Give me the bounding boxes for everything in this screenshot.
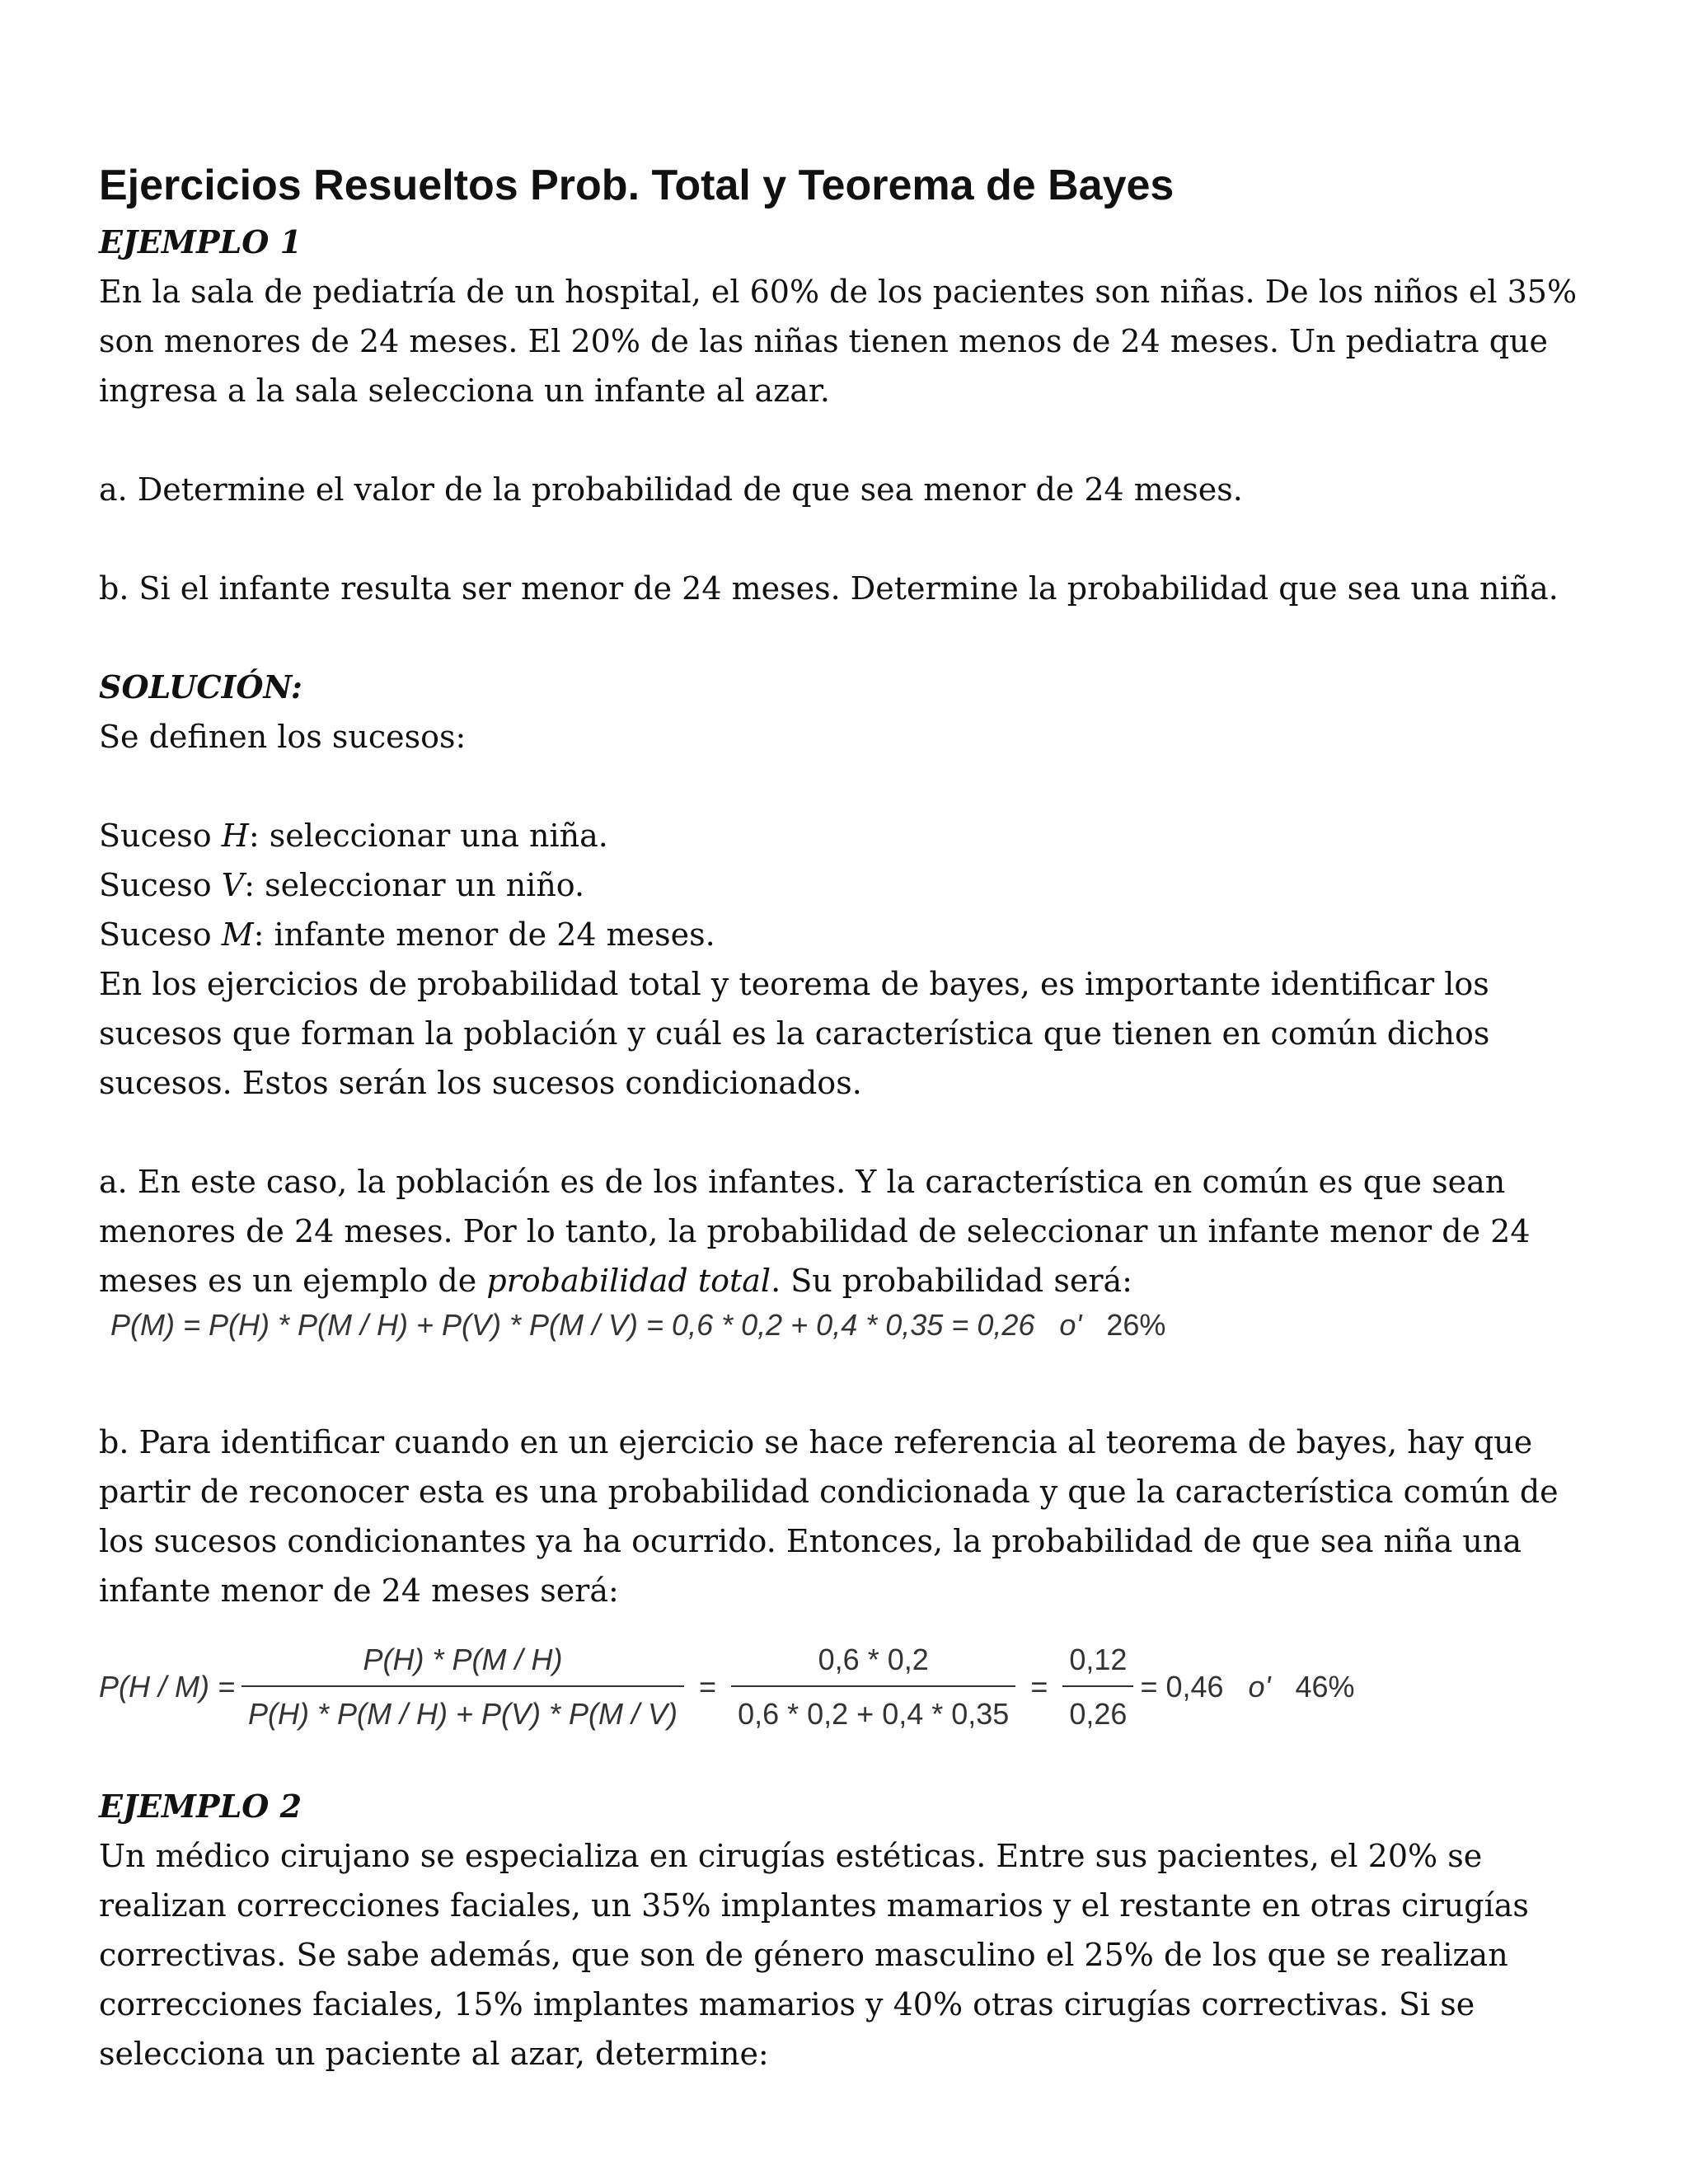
question-b: b. Si el infante resulta ser menor de 24 meses. Determine la probabilidad que sea una niña. <box>99 570 1559 607</box>
bayes-fraction-numeric: $\frac{0,6 * 0,2}{0,6 * 0,2 + 0,4 * 0,35}$ <box>731 1638 1015 1736</box>
bayes-fraction-simplified: $\frac{0,12}{0,26}$ <box>1062 1638 1133 1736</box>
example-2-heading: EJEMPLO 2 <box>99 1788 302 1825</box>
example-1-statement: En la sala de pediatría de un hospital, el 60% de los pacientes son niñas. De los niños el 35% son menores de 24 meses. El 20% de las niñas tienen menos de 24 meses. Un pediatra que ingresa a la sala selecciona un infante al azar. <box>99 274 1578 409</box>
formula-total-probability: P(M) = P(H) * P(M / H) + P(V) * P(M / V) = 0,6 * 0,2 + 0,4 * 0,35 = 0,26 o' 26% <box>110 1308 1166 1342</box>
explanation-text: En los ejercicios de probabilidad total y teorema de bayes, es importante identificar los sucesos que forman la población y cuál es la característica que tienen en común dichos sucesos. Estos serán los sucesos condicionados. <box>99 966 1490 1101</box>
example-2-statement: Un médico cirujano se especializa en cirugías estéticas. Entre sus pacientes, el 20% se realizan correcciones faciales, un 35% implantes mamarios y el restante en otras cirugías correctivas. Se sabe además, que son de género masculino el 25% de los que se realizan correcciones faciales, 15% implantes mamarios y 40% otras cirugías correctivas. Si se selecciona un paciente al azar, determine: <box>99 1838 1529 2072</box>
document-content <box>99 157 1582 2079</box>
bayes-fraction-symbolic: $\frac{P(H) * P(M / H)}{P(H) * P(M / H) + P(V) * P(M / V)}$ <box>241 1638 684 1736</box>
event-m: Suceso M: infante menor de 24 meses. <box>99 916 715 953</box>
event-v: Suceso V: seleccionar un niño. <box>99 867 585 903</box>
example-1-heading: EJEMPLO 1 <box>99 223 302 260</box>
solution-heading: SOLUCIÓN: <box>99 668 302 705</box>
question-a: a. Determine el valor de la probabilidad de que sea menor de 24 meses. <box>99 471 1243 508</box>
define-events-text: Se definen los sucesos: <box>99 719 467 755</box>
answer-a-text: a. En este caso, la población es de los infantes. Y la característica en común es que sean menores de 24 meses. Por lo tanto, la probabilidad de seleccionar un infante menor de 24 meses es un ejemplo de probabilidad total. Su probabilidad será: <box>99 1164 1531 1299</box>
page-title: Ejercicios Resueltos Prob. Total y Teorema de Bayes <box>99 162 1175 209</box>
event-h: Suceso H: seleccionar una niña. <box>99 818 608 854</box>
answer-b-text: b. Para identificar cuando en un ejercicio se hace referencia al teorema de bayes, hay que partir de reconocer esta es una probabilidad condicionada y que la característica común de los sucesos condicionantes ya ha ocurrido. Entonces, la probabilidad de que sea niña una infante menor de 24 meses será: <box>99 1424 1559 1609</box>
formula-bayes: P(H / M) = $\frac{P(H) * P(M / H)}{P(H) * P(M / H) + P(V) * P(M / V)}$ = $\frac{0,6 * 0,2}{0,6 * 0,2 + 0,4 * 0,35}$ = $\frac{0,12}{0,26}$ = 0,46 o' 46% <box>99 1625 1582 1749</box>
